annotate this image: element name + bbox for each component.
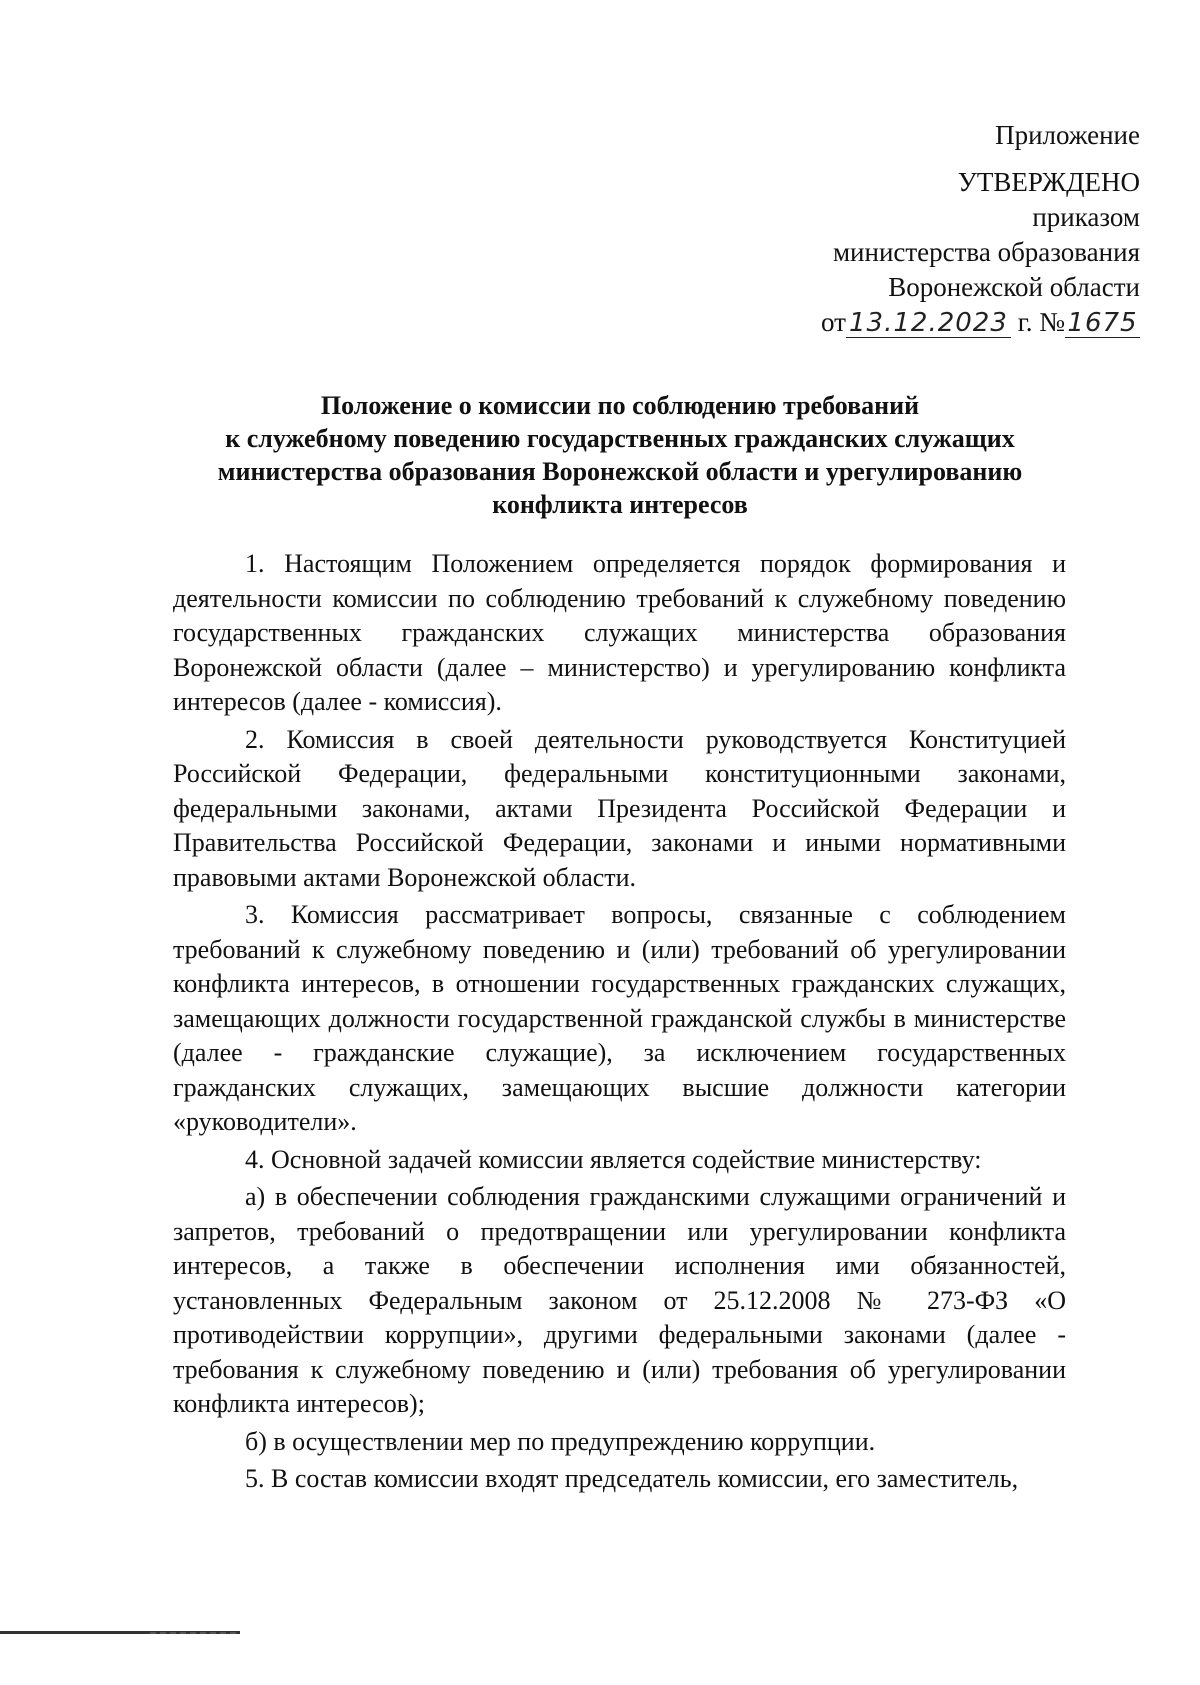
region-label: Воронежской области xyxy=(888,272,1140,302)
paragraph-1: 1. Настоящим Положением определяется порядок формирования и деятельности комиссии по соблюдению требований к служебному поведению государственных гражданских служащих министерства образования Воронежской области (далее – министерство) и урегулированию конфликта интересов (далее - комиссия). xyxy=(173,549,1066,716)
approval-block xyxy=(620,118,1140,340)
paragraph-4: 4. Основной задачей комиссии является содействие министерству: xyxy=(245,1144,982,1174)
title-line-2: к служебному поведению государственных гражданских служащих xyxy=(225,424,1015,453)
paragraph-2: 2. Комиссия в своей деятельности руководствуется Конституцией Российской Федерации, федеральными конституционными законами, федеральными законами, актами Президента Российской Федерации и Правительства Российской Федерации, законами и иными нормативными правовыми актами Воронежской области. xyxy=(173,724,1066,892)
ministry-label: министерства образования xyxy=(832,237,1140,267)
paragraph-3: 3. Комиссия рассматривает вопросы, связанные с соблюдением требований к служебному поведению и (или) требований об урегулировании конфликта интересов, в отношении государственных гражданских служащих, замещающих должности государственной гражданской службы в министерстве (далее - гражданские служащие), за исключением государственных гражданских служащих, замещающих высшие должности категории «руководители». xyxy=(173,900,1066,1136)
paragraph-5: 5. В состав комиссии входят председатель комиссии, его заместитель, xyxy=(245,1464,1019,1493)
footer-scan-dashes xyxy=(150,1632,240,1634)
by-order-label: приказом xyxy=(1032,202,1140,232)
document-title xyxy=(170,389,1070,521)
handwritten-number: 1675 xyxy=(1065,309,1140,338)
paragraph-4a: а) в обеспечении соблюдения гражданскими служащими ограничений и запретов, требований о предотвращении или урегулировании конфликта интересов, а также в обеспечении исполнения ими обязанностей, установленных Федеральным законом от 25.12.2008 № 273-ФЗ «О противодействии коррупции», другими федеральными законами (далее - требования к служебному поведению и (или) требования об урегулировании конфликта интересов); xyxy=(173,1182,1066,1418)
title-line-4: конфликта интересов xyxy=(492,490,748,519)
from-prefix: от xyxy=(821,307,846,337)
paragraph-4b: б) в осуществлении мер по предупреждению коррупции. xyxy=(245,1426,876,1456)
appendix-label: Приложение xyxy=(995,120,1140,150)
title-line-3: министерства образования Воронежской области и урегулированию xyxy=(217,457,1023,486)
document-body xyxy=(173,547,1066,1497)
handwritten-date: 13.12.2023 xyxy=(846,309,1011,338)
approved-label: УТВЕРЖДЕНО xyxy=(957,167,1140,197)
year-suffix: г. № xyxy=(1017,307,1065,337)
order-date-line xyxy=(620,305,1140,340)
title-line-1: Положение о комиссии по соблюдению требований xyxy=(320,391,920,420)
spacer xyxy=(620,153,1140,165)
